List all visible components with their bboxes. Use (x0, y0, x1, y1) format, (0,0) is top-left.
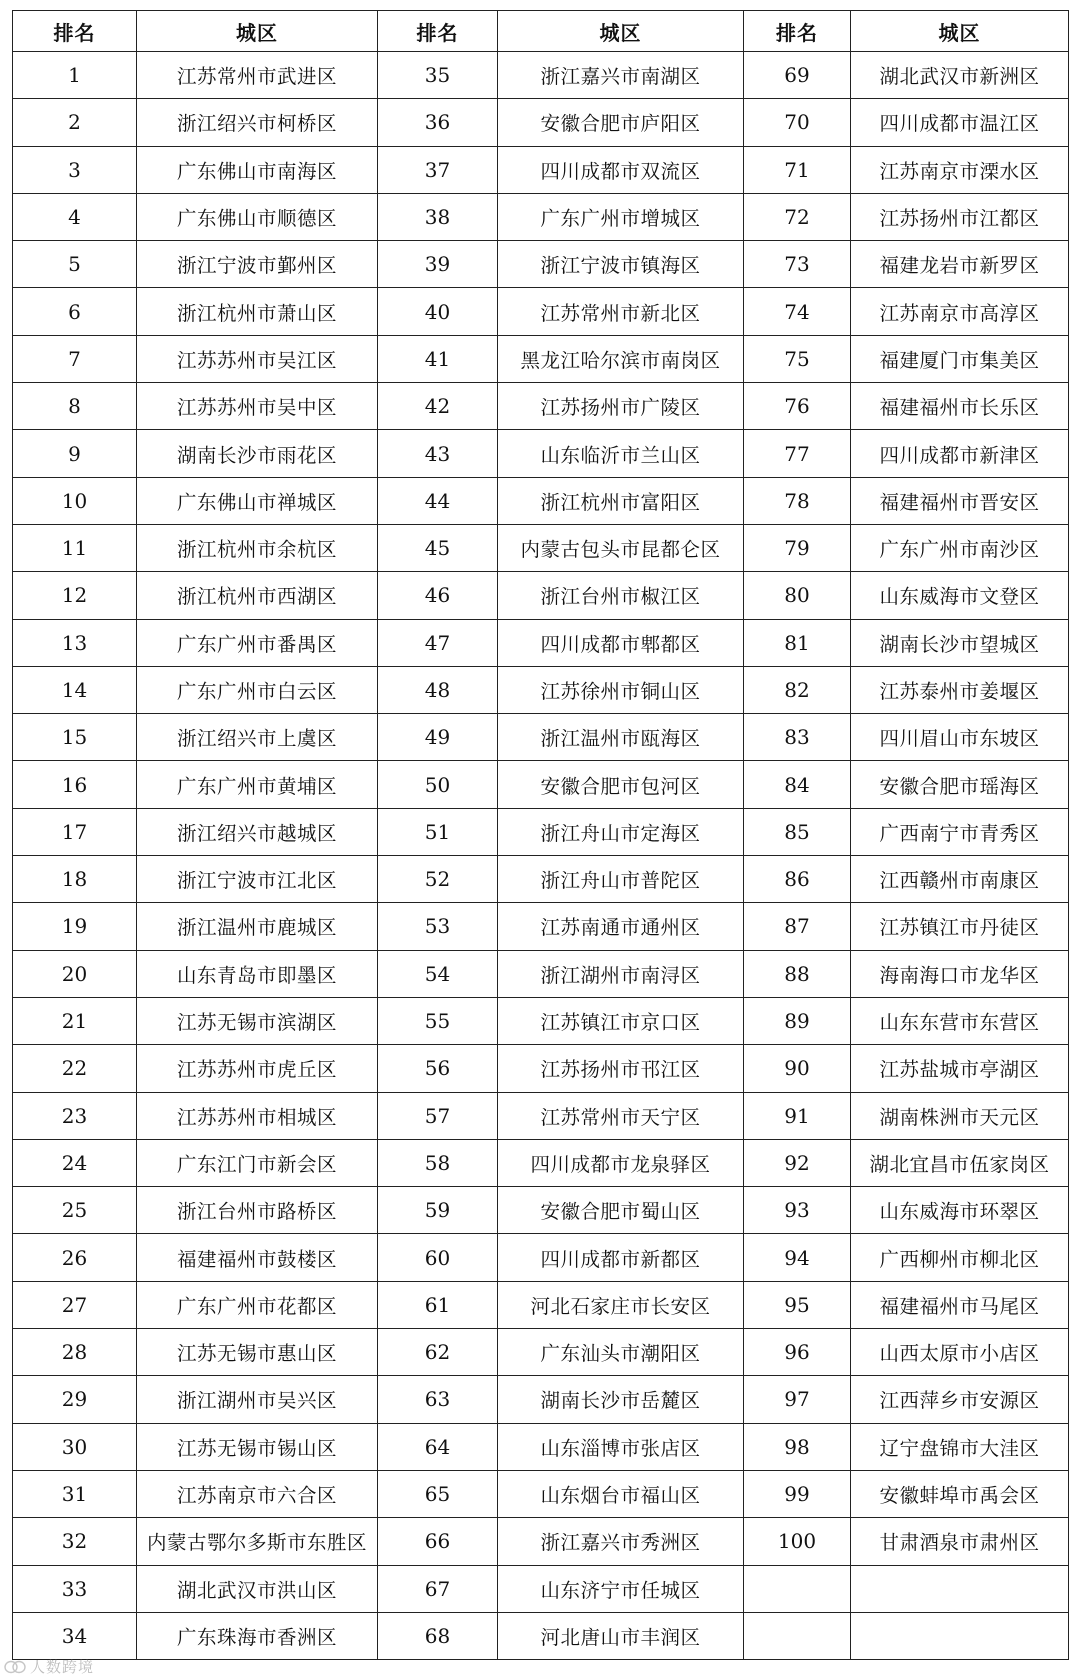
rank-cell: 8 (13, 383, 137, 430)
district-cell: 山东烟台市福山区 (498, 1470, 744, 1517)
rank-cell: 77 (744, 430, 851, 477)
rank-cell: 88 (744, 950, 851, 997)
rank-cell: 20 (13, 950, 137, 997)
rank-cell: 46 (378, 572, 498, 619)
district-cell: 江苏无锡市滨湖区 (137, 997, 378, 1044)
rank-cell: 57 (378, 1092, 498, 1139)
rank-cell: 95 (744, 1281, 851, 1328)
rank-cell: 6 (13, 288, 137, 335)
district-cell: 江苏苏州市吴中区 (137, 383, 378, 430)
district-cell: 甘肃酒泉市肃州区 (851, 1518, 1069, 1565)
rank-cell: 14 (13, 666, 137, 713)
rank-cell: 80 (744, 572, 851, 619)
rank-cell: 62 (378, 1329, 498, 1376)
district-cell: 广东江门市新会区 (137, 1139, 378, 1186)
table-row (13, 52, 1069, 99)
table-row (13, 808, 1069, 855)
rank-cell: 4 (13, 193, 137, 240)
table-row (13, 1518, 1069, 1565)
rank-cell: 75 (744, 335, 851, 382)
table-row (13, 430, 1069, 477)
rank-cell: 32 (13, 1518, 137, 1565)
district-cell: 广东汕头市潮阳区 (498, 1329, 744, 1376)
rank-cell: 71 (744, 146, 851, 193)
table-row (13, 619, 1069, 666)
district-cell: 山东临沂市兰山区 (498, 430, 744, 477)
rank-cell: 65 (378, 1470, 498, 1517)
district-cell: 浙江绍兴市上虞区 (137, 714, 378, 761)
rank-cell: 29 (13, 1376, 137, 1423)
rank-cell: 59 (378, 1187, 498, 1234)
district-cell: 山东淄博市张店区 (498, 1423, 744, 1470)
rank-cell: 60 (378, 1234, 498, 1281)
rank-cell: 43 (378, 430, 498, 477)
table-row (13, 950, 1069, 997)
district-cell: 内蒙古鄂尔多斯市东胜区 (137, 1518, 378, 1565)
rank-cell: 84 (744, 761, 851, 808)
district-cell: 江苏南京市溧水区 (851, 146, 1069, 193)
table-row (13, 383, 1069, 430)
rank-cell: 51 (378, 808, 498, 855)
district-cell: 浙江杭州市西湖区 (137, 572, 378, 619)
district-cell: 山东济宁市任城区 (498, 1565, 744, 1612)
rank-cell: 56 (378, 1045, 498, 1092)
rank-cell: 81 (744, 619, 851, 666)
rank-cell: 45 (378, 524, 498, 571)
rank-cell: 92 (744, 1139, 851, 1186)
table-body (13, 52, 1069, 1660)
rank-cell: 26 (13, 1234, 137, 1281)
header-rank: 排名 (744, 11, 851, 52)
rank-cell: 12 (13, 572, 137, 619)
district-cell: 四川成都市郫都区 (498, 619, 744, 666)
district-cell: 浙江杭州市余杭区 (137, 524, 378, 571)
district-cell: 广东广州市番禺区 (137, 619, 378, 666)
district-cell: 河北唐山市丰润区 (498, 1612, 744, 1659)
table-row (13, 99, 1069, 146)
district-cell: 黑龙江哈尔滨市南岗区 (498, 335, 744, 382)
district-cell: 山东威海市文登区 (851, 572, 1069, 619)
rank-cell: 38 (378, 193, 498, 240)
rank-cell: 9 (13, 430, 137, 477)
district-cell: 浙江舟山市定海区 (498, 808, 744, 855)
district-cell: 浙江杭州市萧山区 (137, 288, 378, 335)
header-rank: 排名 (13, 11, 137, 52)
district-cell: 安徽合肥市庐阳区 (498, 99, 744, 146)
rank-cell: 49 (378, 714, 498, 761)
rank-cell: 2 (13, 99, 137, 146)
table-row (13, 856, 1069, 903)
table-row (13, 666, 1069, 713)
district-cell: 浙江宁波市鄞州区 (137, 241, 378, 288)
rank-cell: 35 (378, 52, 498, 99)
watermark-text: 人数跨境 (30, 1658, 95, 1676)
district-cell (851, 1565, 1069, 1612)
table-row (13, 1281, 1069, 1328)
rank-cell: 94 (744, 1234, 851, 1281)
table-row (13, 146, 1069, 193)
rank-cell: 82 (744, 666, 851, 713)
rank-cell: 24 (13, 1139, 137, 1186)
rank-cell: 97 (744, 1376, 851, 1423)
table-row (13, 1045, 1069, 1092)
district-cell: 广西南宁市青秀区 (851, 808, 1069, 855)
header-district: 城区 (498, 11, 744, 52)
district-cell: 江苏无锡市锡山区 (137, 1423, 378, 1470)
district-cell: 广东佛山市南海区 (137, 146, 378, 193)
district-cell: 江西萍乡市安源区 (851, 1376, 1069, 1423)
rank-cell: 15 (13, 714, 137, 761)
district-cell: 福建厦门市集美区 (851, 335, 1069, 382)
rank-cell: 66 (378, 1518, 498, 1565)
table-row (13, 241, 1069, 288)
rank-cell: 79 (744, 524, 851, 571)
rank-cell: 83 (744, 714, 851, 761)
rank-cell: 48 (378, 666, 498, 713)
district-cell: 内蒙古包头市昆都仑区 (498, 524, 744, 571)
rank-cell: 42 (378, 383, 498, 430)
rank-cell: 52 (378, 856, 498, 903)
district-cell: 湖北宜昌市伍家岗区 (851, 1139, 1069, 1186)
rank-cell: 39 (378, 241, 498, 288)
district-cell: 浙江绍兴市越城区 (137, 808, 378, 855)
district-cell: 江苏苏州市吴江区 (137, 335, 378, 382)
district-cell: 广西柳州市柳北区 (851, 1234, 1069, 1281)
district-cell: 浙江台州市椒江区 (498, 572, 744, 619)
district-cell: 海南海口市龙华区 (851, 950, 1069, 997)
table-row (13, 1423, 1069, 1470)
table-row (13, 477, 1069, 524)
rank-cell: 3 (13, 146, 137, 193)
rank-cell: 18 (13, 856, 137, 903)
district-cell: 江苏扬州市广陵区 (498, 383, 744, 430)
district-cell: 江苏盐城市亭湖区 (851, 1045, 1069, 1092)
district-cell: 湖南长沙市岳麓区 (498, 1376, 744, 1423)
district-cell: 福建福州市鼓楼区 (137, 1234, 378, 1281)
district-cell: 浙江杭州市富阳区 (498, 477, 744, 524)
rank-cell: 73 (744, 241, 851, 288)
rank-cell: 53 (378, 903, 498, 950)
district-cell: 安徽合肥市瑶海区 (851, 761, 1069, 808)
rank-cell: 58 (378, 1139, 498, 1186)
rank-cell: 64 (378, 1423, 498, 1470)
district-cell: 广东广州市白云区 (137, 666, 378, 713)
rank-cell: 13 (13, 619, 137, 666)
table-row (13, 1187, 1069, 1234)
rank-cell: 16 (13, 761, 137, 808)
district-cell: 浙江宁波市江北区 (137, 856, 378, 903)
table-row (13, 193, 1069, 240)
rank-cell: 72 (744, 193, 851, 240)
district-cell: 福建福州市晋安区 (851, 477, 1069, 524)
rank-cell: 98 (744, 1423, 851, 1470)
table-row (13, 288, 1069, 335)
rank-cell: 41 (378, 335, 498, 382)
district-cell: 浙江舟山市普陀区 (498, 856, 744, 903)
district-cell: 安徽合肥市包河区 (498, 761, 744, 808)
district-cell: 辽宁盘锦市大洼区 (851, 1423, 1069, 1470)
rank-cell: 31 (13, 1470, 137, 1517)
district-cell: 江苏常州市天宁区 (498, 1092, 744, 1139)
rank-cell: 89 (744, 997, 851, 1044)
district-cell: 浙江温州市瓯海区 (498, 714, 744, 761)
rank-cell: 54 (378, 950, 498, 997)
district-cell: 安徽合肥市蜀山区 (498, 1187, 744, 1234)
rank-cell: 55 (378, 997, 498, 1044)
rank-cell: 47 (378, 619, 498, 666)
district-cell: 四川眉山市东坡区 (851, 714, 1069, 761)
district-cell: 江苏扬州市江都区 (851, 193, 1069, 240)
rank-cell: 21 (13, 997, 137, 1044)
table-row (13, 1139, 1069, 1186)
rank-cell: 78 (744, 477, 851, 524)
rank-cell: 7 (13, 335, 137, 382)
district-cell: 山东青岛市即墨区 (137, 950, 378, 997)
district-cell: 山西太原市小店区 (851, 1329, 1069, 1376)
district-cell: 江苏镇江市丹徒区 (851, 903, 1069, 950)
rank-cell: 76 (744, 383, 851, 430)
district-cell: 江苏苏州市相城区 (137, 1092, 378, 1139)
rank-cell: 86 (744, 856, 851, 903)
header-rank: 排名 (378, 11, 498, 52)
bubble-logo-icon (4, 1659, 26, 1675)
rank-cell: 68 (378, 1612, 498, 1659)
rank-cell: 25 (13, 1187, 137, 1234)
district-cell: 福建龙岩市新罗区 (851, 241, 1069, 288)
table-header-row (13, 11, 1069, 52)
rank-cell: 30 (13, 1423, 137, 1470)
district-cell: 江苏常州市武进区 (137, 52, 378, 99)
district-cell: 江苏南京市六合区 (137, 1470, 378, 1517)
district-cell: 广东珠海市香洲区 (137, 1612, 378, 1659)
district-cell: 江苏常州市新北区 (498, 288, 744, 335)
table-row (13, 1565, 1069, 1612)
district-cell: 福建福州市长乐区 (851, 383, 1069, 430)
rank-cell: 99 (744, 1470, 851, 1517)
rank-cell: 63 (378, 1376, 498, 1423)
rank-cell: 28 (13, 1329, 137, 1376)
district-cell: 江苏南京市高淳区 (851, 288, 1069, 335)
district-cell: 山东威海市环翠区 (851, 1187, 1069, 1234)
district-cell: 浙江湖州市南浔区 (498, 950, 744, 997)
ranking-table (12, 10, 1069, 1660)
table-row (13, 1092, 1069, 1139)
district-cell: 浙江嘉兴市南湖区 (498, 52, 744, 99)
rank-cell: 90 (744, 1045, 851, 1092)
district-cell: 江苏镇江市京口区 (498, 997, 744, 1044)
header-district: 城区 (137, 11, 378, 52)
rank-cell: 85 (744, 808, 851, 855)
district-cell: 河北石家庄市长安区 (498, 1281, 744, 1328)
district-cell: 湖南长沙市雨花区 (137, 430, 378, 477)
district-cell: 四川成都市新都区 (498, 1234, 744, 1281)
district-cell: 浙江宁波市镇海区 (498, 241, 744, 288)
table-row (13, 1329, 1069, 1376)
district-cell: 湖北武汉市洪山区 (137, 1565, 378, 1612)
rank-cell: 69 (744, 52, 851, 99)
rank-cell: 19 (13, 903, 137, 950)
rank-cell: 22 (13, 1045, 137, 1092)
district-cell: 四川成都市龙泉驿区 (498, 1139, 744, 1186)
rank-cell: 17 (13, 808, 137, 855)
rank-cell: 33 (13, 1565, 137, 1612)
rank-cell: 11 (13, 524, 137, 571)
district-cell: 安徽蚌埠市禹会区 (851, 1470, 1069, 1517)
header-district: 城区 (851, 11, 1069, 52)
table-row (13, 714, 1069, 761)
rank-cell: 100 (744, 1518, 851, 1565)
district-cell: 江苏南通市通州区 (498, 903, 744, 950)
district-cell: 江苏苏州市虎丘区 (137, 1045, 378, 1092)
district-cell: 广东广州市增城区 (498, 193, 744, 240)
table-row (13, 1470, 1069, 1517)
district-cell: 湖南长沙市望城区 (851, 619, 1069, 666)
district-cell: 湖南株洲市天元区 (851, 1092, 1069, 1139)
rank-cell: 74 (744, 288, 851, 335)
rank-cell: 37 (378, 146, 498, 193)
rank-cell: 67 (378, 1565, 498, 1612)
rank-cell: 1 (13, 52, 137, 99)
district-cell: 四川成都市双流区 (498, 146, 744, 193)
rank-cell: 93 (744, 1187, 851, 1234)
table-row (13, 761, 1069, 808)
table-row (13, 572, 1069, 619)
rank-cell: 27 (13, 1281, 137, 1328)
table-row (13, 903, 1069, 950)
district-cell (851, 1612, 1069, 1659)
rank-cell (744, 1565, 851, 1612)
rank-cell: 5 (13, 241, 137, 288)
district-cell: 浙江温州市鹿城区 (137, 903, 378, 950)
district-cell: 广东佛山市禅城区 (137, 477, 378, 524)
rank-cell: 44 (378, 477, 498, 524)
district-cell: 江西赣州市南康区 (851, 856, 1069, 903)
district-cell: 浙江台州市路桥区 (137, 1187, 378, 1234)
district-cell: 湖北武汉市新洲区 (851, 52, 1069, 99)
rank-cell: 61 (378, 1281, 498, 1328)
district-cell: 江苏无锡市惠山区 (137, 1329, 378, 1376)
table-row (13, 335, 1069, 382)
district-cell: 江苏扬州市邗江区 (498, 1045, 744, 1092)
district-cell: 浙江绍兴市柯桥区 (137, 99, 378, 146)
district-cell: 广东广州市花都区 (137, 1281, 378, 1328)
rank-cell: 23 (13, 1092, 137, 1139)
rank-cell (744, 1612, 851, 1659)
rank-cell: 36 (378, 99, 498, 146)
table-row (13, 524, 1069, 571)
table-row (13, 1234, 1069, 1281)
table-row (13, 997, 1069, 1044)
table-row (13, 1376, 1069, 1423)
district-cell: 浙江嘉兴市秀洲区 (498, 1518, 744, 1565)
rank-cell: 50 (378, 761, 498, 808)
rank-cell: 87 (744, 903, 851, 950)
rank-cell: 96 (744, 1329, 851, 1376)
district-cell: 四川成都市温江区 (851, 99, 1069, 146)
district-cell: 广东广州市黄埔区 (137, 761, 378, 808)
district-cell: 山东东营市东营区 (851, 997, 1069, 1044)
district-cell: 四川成都市新津区 (851, 430, 1069, 477)
rank-cell: 91 (744, 1092, 851, 1139)
district-cell: 广东广州市南沙区 (851, 524, 1069, 571)
rank-cell: 10 (13, 477, 137, 524)
district-cell: 广东佛山市顺德区 (137, 193, 378, 240)
district-cell: 福建福州市马尾区 (851, 1281, 1069, 1328)
district-cell: 江苏泰州市姜堰区 (851, 666, 1069, 713)
district-cell: 浙江湖州市吴兴区 (137, 1376, 378, 1423)
rank-cell: 70 (744, 99, 851, 146)
rank-cell: 40 (378, 288, 498, 335)
district-cell: 江苏徐州市铜山区 (498, 666, 744, 713)
rank-cell: 34 (13, 1612, 137, 1659)
table-row (13, 1612, 1069, 1659)
